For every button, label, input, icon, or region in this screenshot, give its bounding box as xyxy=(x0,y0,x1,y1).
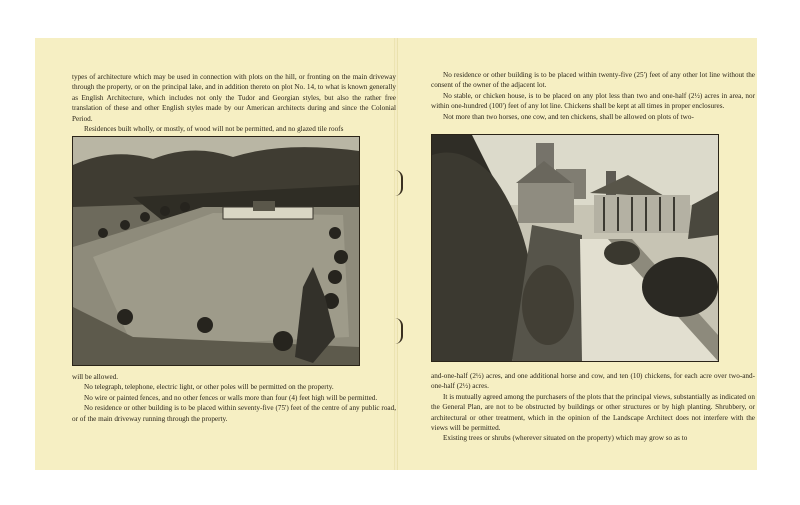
tudor-house-photo xyxy=(431,134,719,362)
paragraph: will be allowed. xyxy=(72,373,119,381)
paragraph: Residences built wholly, or mostly, of wood will not be permitted, and no glazed tile roofs xyxy=(84,125,344,134)
left-page-top-text xyxy=(72,72,396,134)
paragraph: No telegraph, telephone, electric light, or other poles will be permitted on the property. xyxy=(84,383,334,392)
left-page-bottom-text xyxy=(72,372,396,424)
paragraph: Existing trees or shrubs (wherever situated on the property) which may grow so as to xyxy=(443,434,688,443)
paragraph: Not more than two horses, one cow, and ten chickens, shall be allowed on plots of two- xyxy=(443,112,694,121)
paragraph: It is mutually agreed among the purchasers of the plots that the principal views, substantially as indicated on the General Plan, are not to be obstructed by buildings or other structures or by high planting. Shrubbery, or architectural or other treatment, which in the opinion of the Landscape Architect does not interfere with the views will be permitted. xyxy=(431,392,755,433)
right-page-top-text xyxy=(431,70,755,122)
garden-photo xyxy=(72,136,360,366)
left-page xyxy=(35,38,394,470)
right-page xyxy=(398,38,757,470)
paragraph: No stable, or chicken house, is to be placed on any plot less than two and one-half (2½) acres in area, nor within one-hundred (100') feet of any lot line. Chickens shall be kept at all times in proper enclosures. xyxy=(431,91,755,111)
paragraph: No wire or painted fences, and no other fences or walls more than four (4) feet high will be permitted. xyxy=(84,393,378,402)
paragraph: and-one-half (2½) acres, and one additional horse and cow, and ten (10) chickens, for each acre over two-and-one-half (2½) acres. xyxy=(431,372,755,391)
paragraph: No residence or other building is to be placed within seventy-five (75') feet of the centre of any public road, or of the main driveway running through the property. xyxy=(72,404,396,423)
paragraph: types of architecture which may be used in connection with plots on the hill, or fronting on the main driveway through the property, or on the principal lake, and in addition thereto on plot No. 14, to what is known generally as English Architecture, which includes not only the Tudor and Georgian styles, but also the rather free translation of these and other English styles made by our American architects during and since the Colonial Period. xyxy=(72,73,396,123)
right-page-bottom-text xyxy=(431,371,755,444)
paragraph: No residence or other building is to be placed within twenty-five (25') feet of any other lot line without the consent of the owner of the adjacent lot. xyxy=(431,71,755,90)
